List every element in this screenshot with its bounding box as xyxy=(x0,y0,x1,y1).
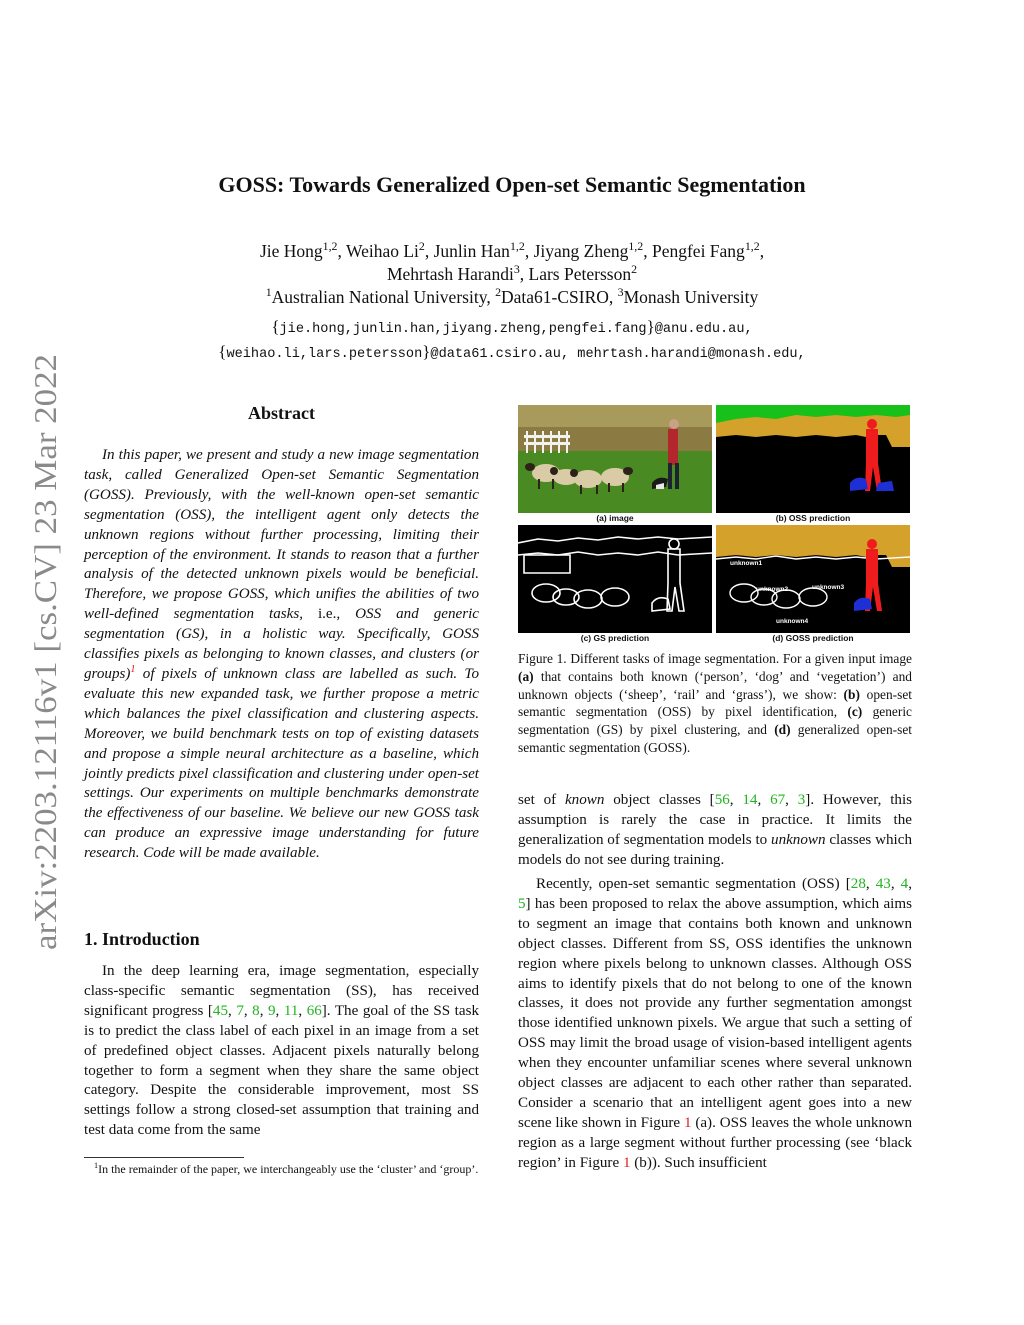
caption-bold: (c) xyxy=(847,704,863,720)
author-line-2: Mehrtash Harandi$^3$, Lars Petersson$^2$ xyxy=(386,262,638,284)
panel-label: (d) GOSS prediction xyxy=(772,633,854,643)
author-line-1: Jie Hong$^{1,2}$, Weihao Li$^2$, Junlin Han$^{1,2}$, Jiyang Zheng$^{1,2}$, Pengfei Fang$^{1,2}$, xyxy=(259,239,765,261)
author-affiliation-mark: 1,2 xyxy=(509,239,525,254)
author-affiliation-mark: 1,2 xyxy=(744,239,760,254)
arxiv-stamp xyxy=(20,340,70,960)
citation-link[interactable]: 28 xyxy=(850,876,866,892)
author-name: Jie Hong xyxy=(259,241,323,261)
caption-bold: (a) xyxy=(518,668,534,684)
citation-link[interactable]: 3 xyxy=(797,792,806,808)
author-name: Mehrtash Harandi xyxy=(386,264,514,284)
panel-label: (c) GS prediction xyxy=(580,633,650,643)
citation-link[interactable]: 14 xyxy=(742,792,758,808)
text-part: ]. The goal of the SS task is to predict the class label of each pixel in an image from a set of predefined object classes. Adjacent pixels naturally belong together to form a segment when they share the same object category. Despite the considerable improvement, most SS settings follow a strong closed-set assumption that training and test data come from the same xyxy=(84,1002,479,1139)
figure-1 xyxy=(518,405,910,645)
affiliation-name: Data61-CSIRO xyxy=(501,287,609,307)
intro-paragraph-1: In the deep learning era, image segmentation, especially class-specific semantic segmentation (SS), has received significant progress [45, 7, 8, 9, 11, 66]. The goal of the SS task is to predict the class label of each pixel in an image from a set of predefined object classes. Adjacent pixels naturally belong together to form a segment when they share the same object category. Despite the considerable improvement, most SS settings follow a strong closed-set assumption that training and test data come from the same xyxy=(84,963,479,1139)
email-line-2: {weihao.li,lars.petersson}@data61.csiro.au, mehrtash.harandi@monash.edu, xyxy=(218,342,806,362)
email-usernames: weihao.li,lars.petersson xyxy=(226,347,423,362)
abstract-part: of pixels of unknown class are labelled as such. To evaluate this new expanded task, we further propose a metric which balances the pixel classification and clustering aspects. Moreover, we build benchmark tests on top of existing datasets and propose a simple neural architecture as a baseline, which jointly predicts pixel classification and clustering under open-set settings. Our experiments on multiple benchmarks demonstrate the effectiveness of our baseline. We believe our new GOSS task can produce an expressive image understanding for future research. Code will be made available. xyxy=(84,665,479,862)
footnote xyxy=(84,1161,479,1177)
goss-label: unknown1 xyxy=(730,560,763,567)
author-affiliation-mark: 1,2 xyxy=(628,239,644,254)
affiliation-number: 1 xyxy=(265,285,272,300)
text-part: classes which models do not see during training. xyxy=(518,831,912,868)
author-name: Weihao Li xyxy=(345,241,419,261)
footnote-rule xyxy=(84,1157,244,1158)
email-line-1: {jie.hong,junlin.han,jiyang.zheng,pengfei.fang}@anu.edu.au, xyxy=(271,317,753,337)
arxiv-id-text: arXiv:2203.12116v1 [cs.CV] 23 Mar 2022 xyxy=(27,403,63,950)
text-emphasis: known xyxy=(564,792,605,808)
introduction-heading: 1. Introduction xyxy=(84,929,200,949)
footnote-link[interactable]: 1 xyxy=(130,663,136,675)
email-extra: mehrtash.harandi@monash.edu, xyxy=(577,347,806,362)
caption-part: that contains both known (‘person’, ‘dog’ and ‘vegetation’) and unknown objects (‘sheep’, ‘rail’ and ‘grass’), we show: xyxy=(518,668,912,702)
author-name: Lars Petersson xyxy=(528,264,632,284)
text-part: set of xyxy=(518,792,565,808)
abstract-heading: Abstract xyxy=(248,403,315,423)
caption-part: generalized open-set semantic segmentation (GOSS). xyxy=(518,722,912,755)
text-emphasis: unknown xyxy=(771,831,826,848)
affiliation-name: Monash University xyxy=(623,287,759,307)
abstract-text xyxy=(84,446,479,864)
figure-ref-link[interactable]: 1 xyxy=(622,1154,631,1171)
email-usernames: jie.hong,junlin.han,jiyang.zheng,pengfei.fang xyxy=(279,322,647,337)
citation-link[interactable]: 66 xyxy=(306,1002,322,1019)
author-affiliation-mark: 1,2 xyxy=(322,239,338,254)
affiliation-number: 3 xyxy=(617,285,624,300)
caption-part: open-set semantic segmentation (OSS) by pixel identification, xyxy=(518,686,912,720)
citation-link[interactable]: 45 xyxy=(212,1002,229,1019)
citation-link[interactable]: 67 xyxy=(770,792,786,808)
citation-link[interactable]: 43 xyxy=(875,876,891,892)
affiliation-name: Australian National University xyxy=(271,287,487,307)
panel-gs-prediction xyxy=(518,525,712,633)
text-part: Recently, open-set semantic segmentation (OSS) [ xyxy=(536,876,851,892)
abstract-part: In this paper, we present and study a new image segmentation task, called Generalized Open-set Semantic Segmentation (GOSS). Previously, with the well-known open-set semantic segmentation (OSS), the intelligent agent only detects the unknown regions without further processing, limiting their perception of the environment. It stands to reason that a further analysis of the detected unknown pixels would be beneficial. Therefore, we propose GOSS, which unifies the abilities of two well-defined segmentation tasks, xyxy=(84,447,479,623)
panel-input-image xyxy=(518,405,712,513)
author-affiliation-mark: 2 xyxy=(418,239,425,254)
author-name: Pengfei Fang xyxy=(651,241,745,261)
panel-label: (b) OSS prediction xyxy=(775,513,851,523)
figure-ref-link[interactable]: 1 xyxy=(683,1114,692,1131)
text-part: ]. However, this assumption is rarely the case in practice. It limits the generalization of segmentation models to xyxy=(518,792,913,848)
figure-caption xyxy=(518,650,912,757)
citation-link[interactable]: 11 xyxy=(283,1002,299,1019)
author-affiliation-mark: 3 xyxy=(513,262,520,277)
author-name: Jiyang Zheng xyxy=(533,241,629,261)
text-part: ] has been proposed to relax the above assumption, which aims to segment an image that contains both known and unknown object classes. Different from SS, OSS identifies the unknown region where pixels belong to unknown classes. Although OSS aims to identify pixels that do not belong to one of the known classes, it does not provide any further segmentation amongst those identified unknown pixels. We argue that such a setting of OSS may limit the broad usage of vision-based intelligent agents when they encounter unfamiliar scenes where several unknown object classes are adjacent to each other rather than separated. Consider a scenario that an intelligent agent goes into a new scene like shown in Figure xyxy=(518,895,912,1131)
author-affiliation-mark: 2 xyxy=(631,262,638,277)
text-part: In the deep learning era, image segmentation, especially class-specific semantic segmentation (SS), has received significant progress [ xyxy=(84,963,479,1019)
text-part: object classes [ xyxy=(604,792,715,808)
abstract-ie: i.e. xyxy=(317,606,337,623)
caption-bold: (d) xyxy=(774,722,791,738)
caption-bold: (b) xyxy=(843,686,860,702)
author-block xyxy=(0,240,1024,309)
citation-link[interactable]: 56 xyxy=(714,792,730,808)
paper-title: GOSS: Towards Generalized Open-set Semantic Segmentation xyxy=(218,172,806,197)
intro-paragraph-1-continued: set of known object classes [56, 14, 67, 3]. However, this assumption is rarely the case in practice. It limits the generalization of segmentation models to unknown classes which models do not see during training. xyxy=(518,792,913,868)
goss-label: unknown3 xyxy=(812,584,845,591)
citation-link[interactable]: 7 xyxy=(236,1002,244,1019)
goss-label: unknown2 xyxy=(756,586,789,593)
affiliation-number: 2 xyxy=(495,285,502,300)
citation-link[interactable]: 9 xyxy=(268,1002,276,1019)
footnote-text: In the remainder of the paper, we interchangeably use the ‘cluster’ and ‘group’. xyxy=(98,1162,479,1176)
affiliation-line: $^1$Australian National University, $^2$Data61-CSIRO, $^3$Monash University xyxy=(265,285,759,307)
citation-link[interactable]: 4 xyxy=(900,876,909,892)
citation-link[interactable]: 5 xyxy=(518,895,526,912)
footnote-mark: 1 xyxy=(94,1161,99,1170)
author-name: Junlin Han xyxy=(433,241,510,261)
goss-label: unknown4 xyxy=(776,618,809,625)
email-domain: @data61.csiro.au, xyxy=(430,347,570,362)
email-block xyxy=(0,316,1024,366)
intro-paragraph-2: Recently, open-set semantic segmentation (OSS) [28, 43, 4, 5] has been proposed to relax the above assumption, which aims to segment an image that contains both known and unknown object classes. Different from SS, OSS identifies the unknown region where pixels belong to unknown classes. Although OSS aims to identify pixels that do not belong to one of the known classes, it does not provide any further segmentation amongst those identified unknown pixels. We argue that such a setting of OSS may limit the broad usage of vision-based intelligent agents when they encounter unfamiliar scenes where several unknown object classes are adjacent to each other rather than separated. Consider a scenario that an intelligent agent goes into a new scene like shown in Figure 1 (a). OSS leaves the whole unknown region as a large segment without further processing (see ‘black region’ in Figure 1 (b)). Such insufficient xyxy=(518,876,912,1171)
panel-goss-prediction xyxy=(716,525,910,633)
citation-link[interactable]: 8 xyxy=(252,1002,260,1019)
panel-label: (a) image xyxy=(596,513,634,523)
abstract-part: , OSS and generic segmentation (GS), in a holistic way. Specifically, GOSS classifies pixels as belonging to known classes, and clusters (or groups) xyxy=(84,606,479,682)
text-part: (a). OSS leaves the whole unknown region as a large segment without further processing (see ‘black region’ in Figure xyxy=(518,1114,912,1171)
caption-part: generic segmentation (GS) by pixel clustering, and xyxy=(518,704,913,738)
email-domain: @anu.edu.au, xyxy=(654,322,753,337)
panel-oss-prediction xyxy=(716,405,910,513)
caption-part: Figure 1. Different tasks of image segmentation. For a given input image xyxy=(518,651,912,666)
text-part: (b)). Such insufficient xyxy=(630,1154,767,1171)
